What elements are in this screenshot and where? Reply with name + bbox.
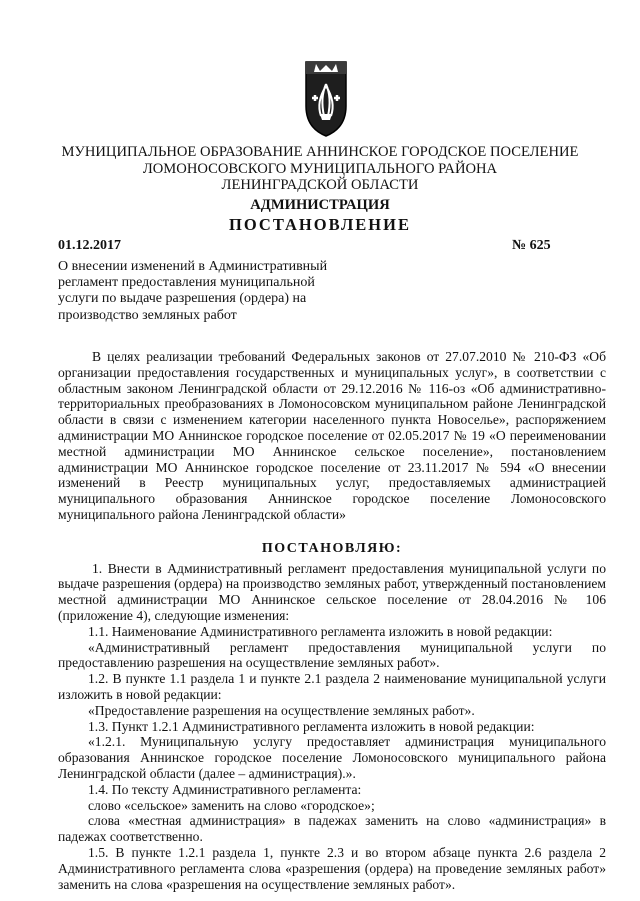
resolve-heading: ПОСТАНОВЛЯЮ: (261, 540, 403, 556)
item-paragraph: слово «сельское» заменить на слово «городское»; (88, 797, 375, 813)
item-paragraph: «Административный регламент предоставления муниципальной услуги по предоставлению разрешения на осуществление земляных работ». (58, 639, 606, 671)
item-paragraph: 1.1. Наименование Административного регламента изложить в новой редакции: (88, 623, 553, 639)
org-line: МУНИЦИПАЛЬНОЕ ОБРАЗОВАНИЕ АННИНСКОЕ ГОРОДСКОЕ ПОСЕЛЕНИЕ (61, 144, 579, 160)
item-paragraph: 1. Внести в Административный регламент предоставления муниципальной услуги по выдаче разрешения (ордера) на производство земляных работ, утвержденный постановлением местной администрации МО Аннинское сельское поселение от 28.04.2016 № 106 (приложение 4), следующие изменения: (58, 560, 606, 623)
item-paragraph: 1.4. По тексту Административного регламента: (88, 781, 362, 797)
decree-number: № 625 (512, 238, 551, 253)
decree-date: 01.12.2017 (58, 238, 121, 253)
item-paragraph: «Предоставление разрешения на осуществление земляных работ». (88, 702, 475, 718)
organization-name (0, 144, 640, 194)
item-paragraph: «1.2.1. Муниципальную услугу предоставляет администрация муниципального образования Аннинское городское поселение Ломоносовского муниципального района Ленинградской области (далее – администрация).». (58, 734, 606, 781)
document-body (58, 349, 606, 892)
coat-of-arms-icon (300, 58, 352, 138)
decree-subject: О внесении изменений в Административный регламент предоставления муниципальной услуги по выдаче разрешения (ордера) на производство земляных работ (58, 259, 328, 323)
administration-heading: АДМИНИСТРАЦИЯ (250, 197, 390, 213)
item-paragraph: 1.3. Пункт 1.2.1 Административного регламента изложить в новой редакции: (88, 718, 535, 734)
decree-title: ПОСТАНОВЛЕНИЕ (229, 215, 411, 234)
preamble-paragraph: В целях реализации требований Федеральных законов от 27.07.2010 № 210-ФЗ «Об организации предоставления государственных и муниципальных услуг», в соответствии с областным законом Ленинградской области от 29.12.2016 № 116-оз «Об административно-территориальных преобразованиях в Ломоносовском муниципальном районе Ленинградской области в связи с изменением категории населенного пункта Новоселье», распоряжением администрации МО Аннинское городское поселение от 02.05.2017 № 19 «О переименовании местной администрации МО Аннинское сельское поселение», постановлением администрации МО Аннинское городское поселение от 23.11.2017 № 594 «О внесении изменений в Реестр муниципальных услуг, предоставляемых администрацией муниципального образования Аннинское городское поселение Ломоносовского муниципального района Ленинградской области» (58, 349, 606, 522)
item-paragraph: 1.2. В пункте 1.1 раздела 1 и пункте 2.1 раздела 2 наименование муниципальной услуги изложить в новой редакции: (58, 671, 606, 702)
org-line: ЛОМОНОСОВСКОГО МУНИЦИПАЛЬНОГО РАЙОНА (142, 160, 498, 177)
org-line: ЛЕНИНГРАДСКОЙ ОБЛАСТИ (221, 177, 419, 193)
item-paragraph: 1.5. В пункте 1.2.1 раздела 1, пункте 2.3 и во втором абзаце пункта 2.6 раздела 2 Административного регламента слова «разрешения (ордера) на проведение земляных работ» заменить на слова «разрешения на осуществление земляных работ». (58, 844, 606, 892)
item-paragraph: слова «местная администрация» в падежах заменить на слово «администрация» в падежах соответственно. (58, 813, 606, 845)
